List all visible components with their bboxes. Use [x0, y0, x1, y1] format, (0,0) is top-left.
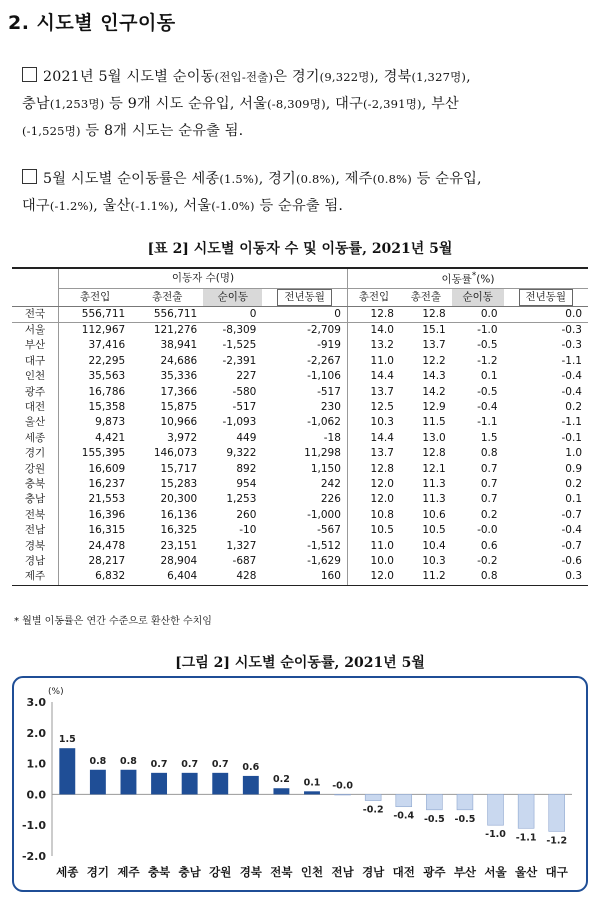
- value-cell: -1.0: [477, 324, 498, 337]
- value-cell: 38,941: [160, 339, 198, 352]
- value-cell: 0.8: [452, 569, 504, 585]
- value-cell: 0.1: [480, 370, 498, 383]
- value-cell: 121,276: [153, 324, 198, 337]
- movers-group-header: [59, 268, 348, 288]
- bar-경남: [365, 794, 381, 800]
- table-row: [12, 477, 588, 492]
- value-cell: -1,512: [262, 538, 347, 553]
- bullet-1-text: , 경북: [374, 69, 412, 85]
- bullet-2-text: 등 순유출 됨.: [254, 198, 344, 214]
- value-cell: -517: [262, 384, 347, 399]
- region-cell: 경남: [12, 554, 59, 569]
- bullet-2-text: (0.8%): [295, 172, 336, 186]
- value-cell: 954: [236, 477, 257, 490]
- value-cell: -0.5: [477, 339, 498, 352]
- value-cell: 0.6: [480, 539, 498, 552]
- value-cell: 160: [262, 569, 347, 585]
- table-row: [12, 554, 588, 569]
- bullet-2-text: , 경기: [258, 171, 296, 187]
- value-cell: 11.0: [370, 539, 394, 552]
- bar-대전: [396, 794, 412, 806]
- col-header: 총전입: [59, 288, 132, 306]
- bar-부산: [457, 794, 473, 809]
- data-label: 0.1: [303, 777, 321, 789]
- value-cell: 14.2: [422, 385, 446, 398]
- bullet-1-text: 2021년 5월 시도별 순이동: [43, 69, 215, 85]
- y-tick-label: -2.0: [21, 850, 46, 863]
- value-cell: 0.2: [565, 477, 582, 490]
- value-cell: -0.2: [477, 554, 498, 567]
- bullet-1-text: ,: [466, 69, 471, 85]
- region-cell: 경기: [12, 446, 59, 461]
- value-cell: 10.5: [370, 524, 394, 537]
- data-label: 0.7: [211, 758, 229, 770]
- col-header: 총전입: [347, 288, 400, 306]
- value-cell: 3,972: [167, 431, 198, 444]
- value-cell: -10: [239, 524, 257, 537]
- value-cell: 13.0: [422, 431, 446, 444]
- value-cell: 28,217: [88, 554, 126, 567]
- value-cell: 12.1: [422, 462, 446, 475]
- bullet-2-text: 5월 시도별 순이동률은 세종: [43, 171, 220, 187]
- value-cell: -0.4: [561, 385, 582, 398]
- value-cell: 11.3: [422, 477, 446, 490]
- bullet-2-text: (0.8%): [372, 172, 412, 186]
- value-cell: 24,686: [160, 354, 198, 367]
- bullet-1-text: 등 9개 시도 순유입, 서울: [104, 96, 268, 112]
- value-cell: 227: [236, 370, 257, 383]
- table-row: [12, 446, 588, 461]
- y-unit-label: (%): [48, 687, 64, 697]
- value-cell: 13.7: [370, 385, 394, 398]
- table-row: [12, 400, 588, 415]
- value-cell: -0.4: [477, 401, 498, 414]
- value-cell: 0.7: [480, 462, 498, 475]
- bullet-1-text: (1,327명): [411, 70, 467, 84]
- region-cell: 세종: [12, 431, 59, 446]
- value-cell: 226: [262, 492, 347, 507]
- table-row: [12, 461, 588, 476]
- value-cell: 12.2: [422, 354, 446, 367]
- bar-경북: [243, 776, 259, 794]
- value-cell: 24,478: [88, 539, 126, 552]
- data-label: -0.4: [393, 810, 415, 822]
- bar-제주: [121, 770, 137, 795]
- value-cell: -0.0: [477, 524, 498, 537]
- value-cell: 556,711: [59, 306, 132, 322]
- table-row: [12, 508, 588, 523]
- region-cell: 전남: [12, 523, 59, 538]
- value-cell: 14.3: [422, 370, 446, 383]
- checkbox-square-icon: [22, 67, 37, 82]
- region-cell: 대구: [12, 354, 59, 369]
- value-cell: -0.3: [561, 339, 582, 352]
- value-cell: 37,416: [88, 339, 126, 352]
- bar-광주: [426, 794, 442, 809]
- value-cell: -2,391: [222, 354, 257, 367]
- x-category-label: 제주: [117, 865, 140, 879]
- value-cell: -1.1: [561, 354, 582, 367]
- data-label: 0.6: [242, 761, 260, 773]
- data-label: -1.1: [515, 832, 537, 844]
- region-cell: 전북: [12, 508, 59, 523]
- col-header-label: 전년동월: [277, 289, 332, 306]
- table-row: [12, 569, 588, 585]
- value-cell: 428: [203, 569, 262, 585]
- bullet-2-text: , 울산: [93, 198, 131, 214]
- value-cell: 12.0: [347, 569, 400, 585]
- region-cell: 울산: [12, 415, 59, 430]
- value-cell: 10.4: [422, 539, 446, 552]
- value-cell: 260: [236, 508, 257, 521]
- value-cell: -687: [232, 554, 257, 567]
- x-category-label: 울산: [515, 865, 538, 879]
- table-row: [12, 431, 588, 446]
- region-cell: 제주: [12, 569, 59, 585]
- value-cell: 0: [203, 306, 262, 322]
- y-tick-label: -1.0: [21, 819, 46, 833]
- x-category-label: 부산: [453, 865, 477, 879]
- value-cell: 28,904: [160, 554, 198, 567]
- x-category-label: 경남: [362, 865, 385, 879]
- region-cell: 서울: [12, 322, 59, 338]
- value-cell: 15,283: [160, 477, 198, 490]
- value-cell: -1,106: [262, 369, 347, 384]
- region-header: [12, 268, 59, 306]
- x-category-label: 경기: [86, 865, 109, 879]
- value-cell: 556,711: [131, 306, 203, 322]
- value-cell: 12.9: [422, 401, 446, 414]
- table-row: [12, 538, 588, 553]
- value-cell: 12.8: [422, 447, 446, 460]
- value-cell: 14.4: [370, 370, 394, 383]
- value-cell: -0.7: [561, 508, 582, 521]
- value-cell: 11,298: [262, 446, 347, 461]
- value-cell: 35,563: [88, 370, 126, 383]
- bullet-2: [22, 166, 592, 220]
- table-row: [12, 492, 588, 507]
- value-cell: -567: [262, 523, 347, 538]
- value-cell: -1,525: [222, 339, 257, 352]
- data-label: -0.2: [362, 804, 384, 816]
- table-footnote: * 월별 이동률은 연간 수준으로 환산한 수치임: [14, 616, 212, 627]
- value-cell: 0.2: [565, 401, 582, 414]
- y-tick-label: 0.0: [26, 788, 46, 802]
- value-cell: 0.2: [480, 508, 498, 521]
- region-cell: 광주: [12, 384, 59, 399]
- value-cell: 15,358: [88, 401, 126, 414]
- value-cell: -0.1: [561, 431, 582, 444]
- value-cell: -18: [262, 431, 347, 446]
- data-label: -0.5: [454, 813, 476, 825]
- bullet-1-text: 은 경기: [273, 69, 320, 85]
- value-cell: 12.5: [370, 401, 394, 414]
- bullet-2-text: (-1.2%): [49, 199, 94, 213]
- value-cell: 13.7: [422, 339, 446, 352]
- data-label: 1.5: [58, 734, 76, 746]
- value-cell: 35,336: [160, 370, 198, 383]
- bar-세종: [59, 748, 75, 794]
- table-row: [12, 369, 588, 384]
- x-category-label: 대전: [392, 865, 415, 879]
- value-cell: -2,267: [262, 354, 347, 369]
- value-cell: -1.1: [477, 416, 498, 429]
- col-header: 총전출: [400, 288, 452, 306]
- y-tick-label: 3.0: [26, 696, 46, 709]
- bullet-1: [22, 64, 592, 145]
- value-cell: -2,709: [262, 322, 347, 338]
- region-cell: 부산: [12, 338, 59, 353]
- data-label: 0.8: [89, 755, 107, 767]
- value-cell: 0.1: [565, 493, 582, 506]
- data-label: 0.2: [272, 774, 290, 786]
- value-cell: -1,629: [262, 554, 347, 569]
- value-cell: -1.2: [477, 354, 498, 367]
- value-cell: 10.3: [422, 554, 446, 567]
- value-cell: -1,093: [222, 416, 257, 429]
- bullet-1-text: 충남: [22, 96, 50, 112]
- value-cell: -8,309: [222, 324, 257, 337]
- value-cell: 16,136: [160, 508, 198, 521]
- table-row: [12, 354, 588, 369]
- value-cell: 14.0: [370, 324, 394, 337]
- bullet-1-text: 등 8개 시도는 순유출 됨.: [80, 123, 244, 139]
- region-cell: 대전: [12, 400, 59, 415]
- migration-table: [12, 267, 588, 586]
- bullet-1-text: , 부산: [421, 96, 459, 112]
- region-cell: 충북: [12, 477, 59, 492]
- value-cell: 10.5: [422, 524, 446, 537]
- x-category-label: 인천: [300, 865, 324, 879]
- value-cell: -919: [262, 338, 347, 353]
- x-category-label: 광주: [423, 865, 446, 879]
- value-cell: 15.1: [422, 324, 446, 337]
- x-category-label: 강원: [209, 865, 232, 879]
- value-cell: 242: [262, 477, 347, 492]
- x-category-label: 서울: [484, 865, 507, 879]
- table-row: [12, 306, 588, 322]
- table-row: [12, 338, 588, 353]
- col-header: [262, 288, 347, 306]
- bar-울산: [518, 794, 534, 828]
- value-cell: -0.6: [561, 554, 582, 567]
- value-cell: 16,325: [160, 524, 198, 537]
- value-cell: 10.3: [370, 416, 394, 429]
- value-cell: 22,295: [88, 354, 126, 367]
- bullet-2-text: (-1.1%): [130, 199, 175, 213]
- value-cell: -0.7: [561, 539, 582, 552]
- value-cell: 11.3: [422, 493, 446, 506]
- value-cell: 15,875: [160, 401, 198, 414]
- data-label: -0.5: [423, 813, 445, 825]
- value-cell: 6,832: [59, 569, 132, 585]
- x-category-label: 세종: [56, 865, 79, 879]
- value-cell: 16,237: [88, 477, 126, 490]
- value-cell: 146,073: [153, 447, 198, 460]
- bullet-2-text: (1.5%): [219, 172, 259, 186]
- value-cell: 13.7: [370, 447, 394, 460]
- table-caption: [표 2] 시도별 이동자 수 및 이동률, 2021년 5월: [147, 241, 453, 257]
- rate-group-label: 이동률: [441, 273, 472, 286]
- value-cell: 1,327: [226, 539, 257, 552]
- rate-group-header: [347, 268, 588, 288]
- value-cell: -580: [232, 385, 257, 398]
- bar-충북: [151, 773, 167, 795]
- value-cell: 23,151: [160, 539, 198, 552]
- bar-인천: [304, 791, 320, 794]
- value-cell: 10,966: [160, 416, 198, 429]
- table-row: [12, 415, 588, 430]
- value-cell: 4,421: [95, 431, 126, 444]
- y-tick-label: 2.0: [26, 726, 46, 740]
- value-cell: 12.8: [347, 306, 400, 322]
- region-cell: 인천: [12, 369, 59, 384]
- value-cell: 16,396: [88, 508, 126, 521]
- value-cell: 0.9: [565, 462, 582, 475]
- value-cell: 10.6: [422, 508, 446, 521]
- value-cell: 1,150: [262, 461, 347, 476]
- value-cell: -517: [232, 401, 257, 414]
- value-cell: 10.8: [370, 508, 394, 521]
- col-header: 순이동: [452, 288, 504, 306]
- bar-충남: [182, 773, 198, 795]
- col-header: 순이동: [203, 288, 262, 306]
- y-tick-label: 1.0: [26, 757, 46, 771]
- table-row: [12, 384, 588, 399]
- x-category-label: 대구: [545, 865, 568, 879]
- value-cell: 230: [262, 400, 347, 415]
- value-cell: -0.5: [477, 385, 498, 398]
- bullet-2-text: 등 순유입,: [411, 171, 482, 187]
- value-cell: 9,873: [95, 416, 126, 429]
- value-cell: 10.0: [370, 554, 394, 567]
- value-cell: 0.3: [504, 569, 588, 585]
- table-row: [12, 523, 588, 538]
- bullet-1-text: , 대구: [325, 96, 363, 112]
- value-cell: 6,404: [131, 569, 203, 585]
- bullet-1-text: (-8,309명): [267, 97, 326, 111]
- value-cell: 112,967: [81, 324, 126, 337]
- rate-group-footnote-mark: *: [471, 271, 477, 281]
- value-cell: -1,000: [262, 508, 347, 523]
- value-cell: 17,366: [160, 385, 198, 398]
- value-cell: 11.2: [400, 569, 452, 585]
- x-category-label: 충북: [147, 865, 171, 879]
- bullet-1-text: (1,253명): [49, 97, 105, 111]
- col-header-label: 전년동월: [519, 289, 574, 306]
- value-cell: 892: [236, 462, 257, 475]
- bar-전남: [335, 794, 351, 795]
- movers-group-label: 이동자 수(명): [171, 271, 235, 284]
- bullet-2-text: 대구: [22, 198, 50, 214]
- value-cell: 11.0: [370, 354, 394, 367]
- value-cell: 1.5: [480, 431, 498, 444]
- data-label: -0.0: [332, 780, 353, 792]
- value-cell: 16,315: [88, 524, 126, 537]
- x-category-label: 경북: [239, 865, 262, 879]
- value-cell: 449: [236, 431, 257, 444]
- value-cell: 13.2: [370, 339, 394, 352]
- value-cell: 16,609: [88, 462, 126, 475]
- bar-서울: [488, 794, 504, 825]
- region-cell: 전국: [12, 306, 59, 322]
- value-cell: 12.8: [370, 462, 394, 475]
- bullet-1-text: (9,322명): [319, 70, 375, 84]
- checkbox-square-icon: [22, 169, 37, 184]
- bar-경기: [90, 770, 106, 795]
- bar-대구: [549, 794, 565, 831]
- figure-caption: [그림 2] 시도별 순이동률, 2021년 5월: [175, 655, 425, 671]
- value-cell: 21,553: [88, 493, 126, 506]
- value-cell: -1.1: [561, 416, 582, 429]
- bullet-2-text: , 제주: [335, 171, 373, 187]
- value-cell: 0.0: [452, 306, 504, 322]
- value-cell: 20,300: [160, 493, 198, 506]
- value-cell: 16,786: [88, 385, 126, 398]
- value-cell: 12.0: [370, 493, 394, 506]
- value-cell: 12.8: [400, 306, 452, 322]
- value-cell: 12.0: [370, 477, 394, 490]
- value-cell: 9,322: [226, 447, 257, 460]
- bullet-2-text: (-1.0%): [211, 199, 255, 213]
- bar-강원: [212, 773, 228, 795]
- value-cell: 0.0: [504, 306, 588, 322]
- value-cell: 15,717: [160, 462, 198, 475]
- region-cell: 경북: [12, 538, 59, 553]
- value-cell: -0.4: [561, 370, 582, 383]
- x-category-label: 전남: [331, 865, 354, 879]
- bar-전북: [273, 788, 289, 794]
- value-cell: 0: [262, 306, 347, 322]
- data-label: -1.2: [546, 835, 568, 847]
- col-header: 총전출: [131, 288, 203, 306]
- value-cell: 11.5: [422, 416, 446, 429]
- net-migration-rate-chart: [12, 676, 588, 892]
- value-cell: -0.3: [561, 324, 582, 337]
- data-label: 0.8: [120, 755, 137, 767]
- bullet-1-text: (-2,391명): [363, 97, 422, 111]
- col-header: [504, 288, 588, 306]
- value-cell: 14.4: [370, 431, 394, 444]
- x-category-label: 충남: [178, 865, 201, 879]
- bullet-1-text: (-1,525명): [22, 124, 81, 138]
- value-cell: -0.4: [561, 524, 582, 537]
- value-cell: 1.0: [565, 447, 582, 460]
- x-category-label: 전북: [270, 865, 293, 879]
- bullet-1-text: (전입-전출): [214, 70, 274, 84]
- region-cell: 충남: [12, 492, 59, 507]
- rate-group-unit: (%): [476, 273, 495, 286]
- value-cell: 0.8: [480, 447, 498, 460]
- region-cell: 강원: [12, 461, 59, 476]
- section-heading: 2. 시도별 인구이동: [8, 12, 176, 34]
- data-label: 0.7: [150, 758, 168, 770]
- bullet-2-text: , 서울: [174, 198, 212, 214]
- value-cell: 0.7: [480, 493, 498, 506]
- table-row: [12, 322, 588, 338]
- value-cell: 155,395: [81, 447, 126, 460]
- value-cell: 0.7: [480, 477, 498, 490]
- value-cell: -1,062: [262, 415, 347, 430]
- data-label: -1.0: [485, 829, 506, 841]
- value-cell: 1,253: [226, 493, 257, 506]
- data-label: 0.7: [181, 758, 199, 770]
